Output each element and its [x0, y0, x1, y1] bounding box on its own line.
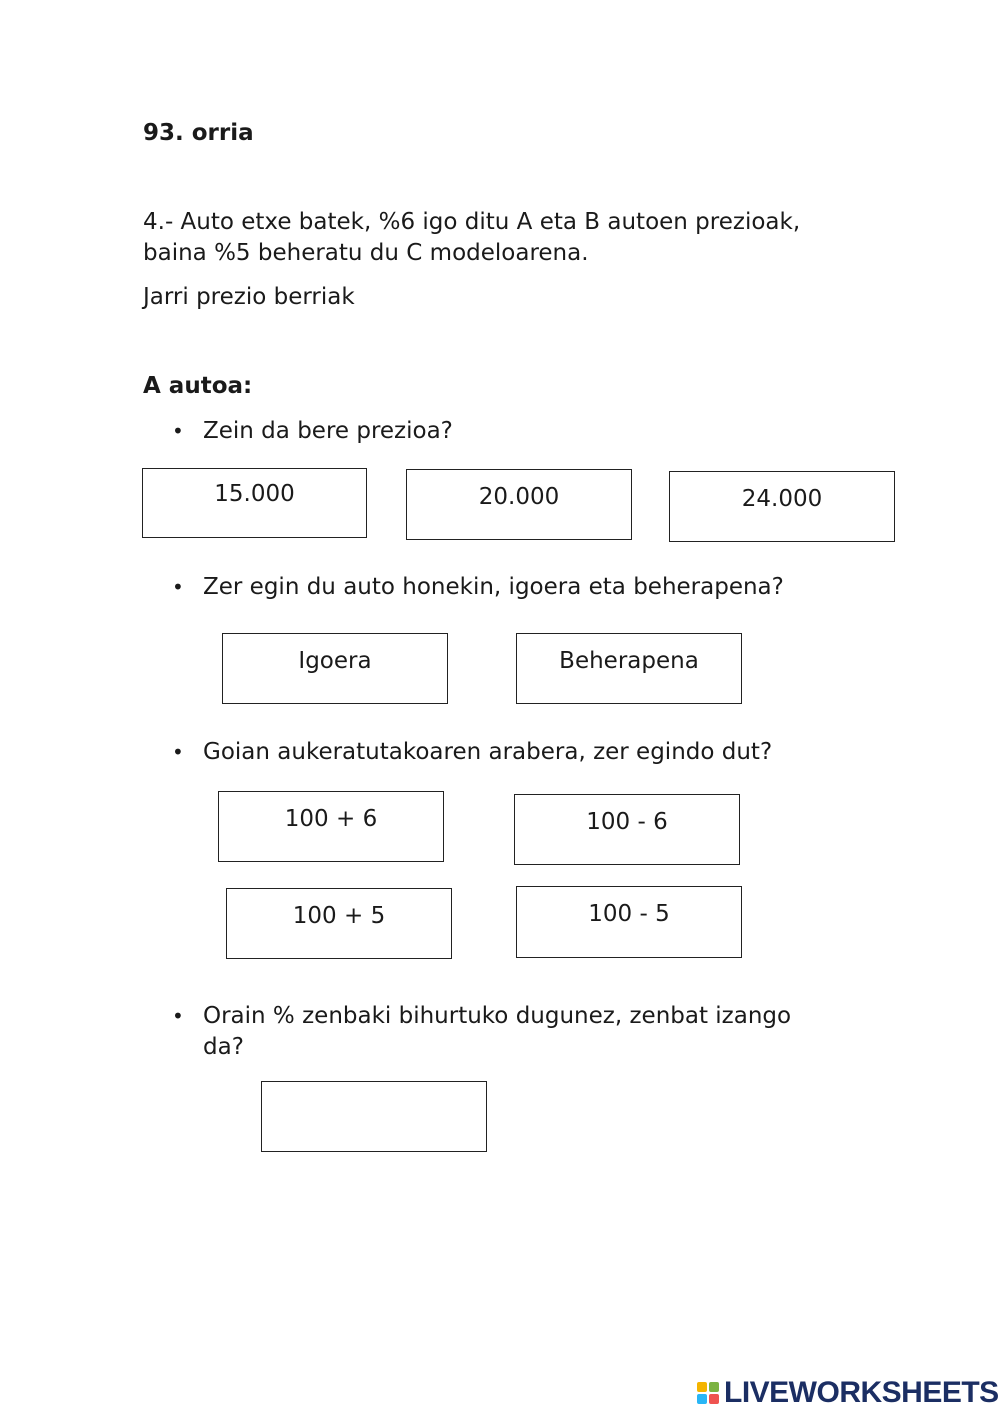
- question-result-line-2: da?: [203, 1034, 244, 1060]
- change-option-igoera[interactable]: Igoera: [222, 633, 448, 704]
- logo-mark-icon: [697, 1382, 719, 1404]
- price-option-15000[interactable]: 15.000: [142, 468, 367, 538]
- change-option-beherapena[interactable]: Beherapena: [516, 633, 742, 704]
- brand-name: LIVEWORKSHEETS: [724, 1376, 999, 1409]
- exercise-instruction: Jarri prezio berriak: [143, 284, 355, 310]
- operation-option-100-minus-6[interactable]: 100 - 6: [514, 794, 740, 865]
- logo-square-blue: [697, 1394, 707, 1404]
- question-price-text: Zein da bere prezioa?: [203, 418, 453, 444]
- price-option-20000[interactable]: 20.000: [406, 469, 632, 540]
- question-change-text: Zer egin du auto honekin, igoera eta beherapena?: [203, 574, 784, 600]
- operation-option-100-plus-5[interactable]: 100 + 5: [226, 888, 452, 959]
- price-option-24000[interactable]: 24.000: [669, 471, 895, 542]
- page-title: 93. orria: [143, 120, 254, 146]
- exercise-line-1: 4.- Auto etxe batek, %6 igo ditu A eta B autoen prezioak,: [143, 209, 801, 235]
- question-result-line-1: Orain % zenbaki bihurtuko dugunez, zenbat izango: [203, 1003, 792, 1029]
- bullet-icon: •: [172, 740, 184, 764]
- bullet-icon: •: [172, 1004, 184, 1028]
- operation-option-100-minus-5[interactable]: 100 - 5: [516, 886, 742, 958]
- exercise-line-2: baina %5 beheratu du C modeloarena.: [143, 240, 589, 266]
- section-heading: A autoa:: [143, 373, 253, 399]
- logo-square-green: [709, 1382, 719, 1392]
- liveworksheets-logo: [697, 1376, 999, 1410]
- question-operation-text: Goian aukeratutakoaren arabera, zer egindo dut?: [203, 739, 773, 765]
- operation-option-100-plus-6[interactable]: 100 + 6: [218, 791, 444, 862]
- bullet-icon: •: [172, 419, 184, 443]
- result-answer-input[interactable]: [261, 1081, 487, 1152]
- logo-square-yellow: [697, 1382, 707, 1392]
- bullet-icon: •: [172, 575, 184, 599]
- logo-square-red: [709, 1394, 719, 1404]
